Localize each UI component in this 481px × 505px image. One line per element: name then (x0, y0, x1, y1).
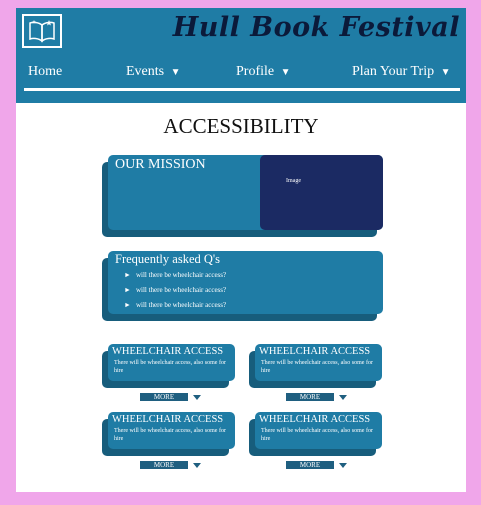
mission-card (108, 155, 383, 230)
info-card-text: There will be wheelchair access, also some for hire (261, 428, 373, 442)
info-card (108, 412, 235, 449)
page-frame (16, 8, 466, 492)
more-button[interactable] (286, 393, 347, 401)
nav-item-home[interactable] (28, 64, 62, 80)
nav-item-plan-your-trip[interactable] (352, 64, 451, 80)
more-button-label: MORE (140, 461, 188, 469)
more-button[interactable] (286, 461, 347, 469)
mission-title: OUR MISSION (115, 157, 206, 172)
chevron-down-icon: ▼ (170, 67, 181, 78)
more-button-label: MORE (286, 461, 334, 469)
faq-card (108, 251, 383, 314)
arrow-right-icon: ► (124, 286, 131, 294)
more-button[interactable] (140, 393, 201, 401)
caret-down-icon (339, 395, 347, 400)
faq-item[interactable] (124, 271, 226, 279)
info-card (255, 412, 382, 449)
site-header (16, 8, 466, 103)
nav-item-label: Home (28, 64, 63, 79)
more-button-label: MORE (140, 393, 188, 401)
info-card-text: There will be wheelchair access, also some for hire (114, 360, 226, 374)
nav-item-label: Profile (236, 64, 275, 79)
faq-item[interactable] (124, 301, 226, 309)
nav-item-label: Events (126, 64, 165, 79)
arrow-right-icon: ► (124, 301, 131, 309)
faq-question: will there be wheelchair access? (135, 286, 227, 294)
chevron-down-icon: ▼ (280, 67, 291, 78)
caret-down-icon (193, 463, 201, 468)
arrow-right-icon: ► (124, 271, 131, 279)
info-card (255, 344, 382, 381)
info-card-text: There will be wheelchair access, also some for hire (261, 360, 373, 374)
nav-item-events[interactable] (126, 64, 181, 80)
faq-item[interactable] (124, 286, 226, 294)
caret-down-icon (339, 463, 347, 468)
more-button-label: MORE (286, 393, 334, 401)
caret-down-icon (193, 395, 201, 400)
chevron-down-icon: ▼ (440, 67, 451, 78)
page-title: ACCESSIBILITY (163, 114, 319, 138)
open-book-icon-graphic (27, 19, 57, 43)
image-placeholder (260, 155, 383, 230)
site-title: Hull Book Festival (172, 12, 460, 43)
info-card-title: WHEELCHAIR ACCESS (259, 414, 371, 425)
faq-question: will there be wheelchair access? (135, 271, 227, 279)
info-card (108, 344, 235, 381)
faq-question: will there be wheelchair access? (135, 301, 227, 309)
info-card-title: WHEELCHAIR ACCESS (112, 414, 224, 425)
info-card-text: There will be wheelchair access, also some for hire (114, 428, 226, 442)
info-card-title: WHEELCHAIR ACCESS (112, 346, 224, 357)
main-nav (16, 64, 466, 86)
nav-item-label: Plan Your Trip (352, 64, 435, 79)
nav-divider (24, 88, 460, 91)
open-book-icon[interactable] (22, 14, 62, 48)
info-card-title: WHEELCHAIR ACCESS (259, 346, 371, 357)
more-button[interactable] (140, 461, 201, 469)
image-label: Image (286, 178, 301, 184)
nav-item-profile[interactable] (236, 64, 291, 80)
faq-title: Frequently asked Q's (115, 252, 221, 266)
